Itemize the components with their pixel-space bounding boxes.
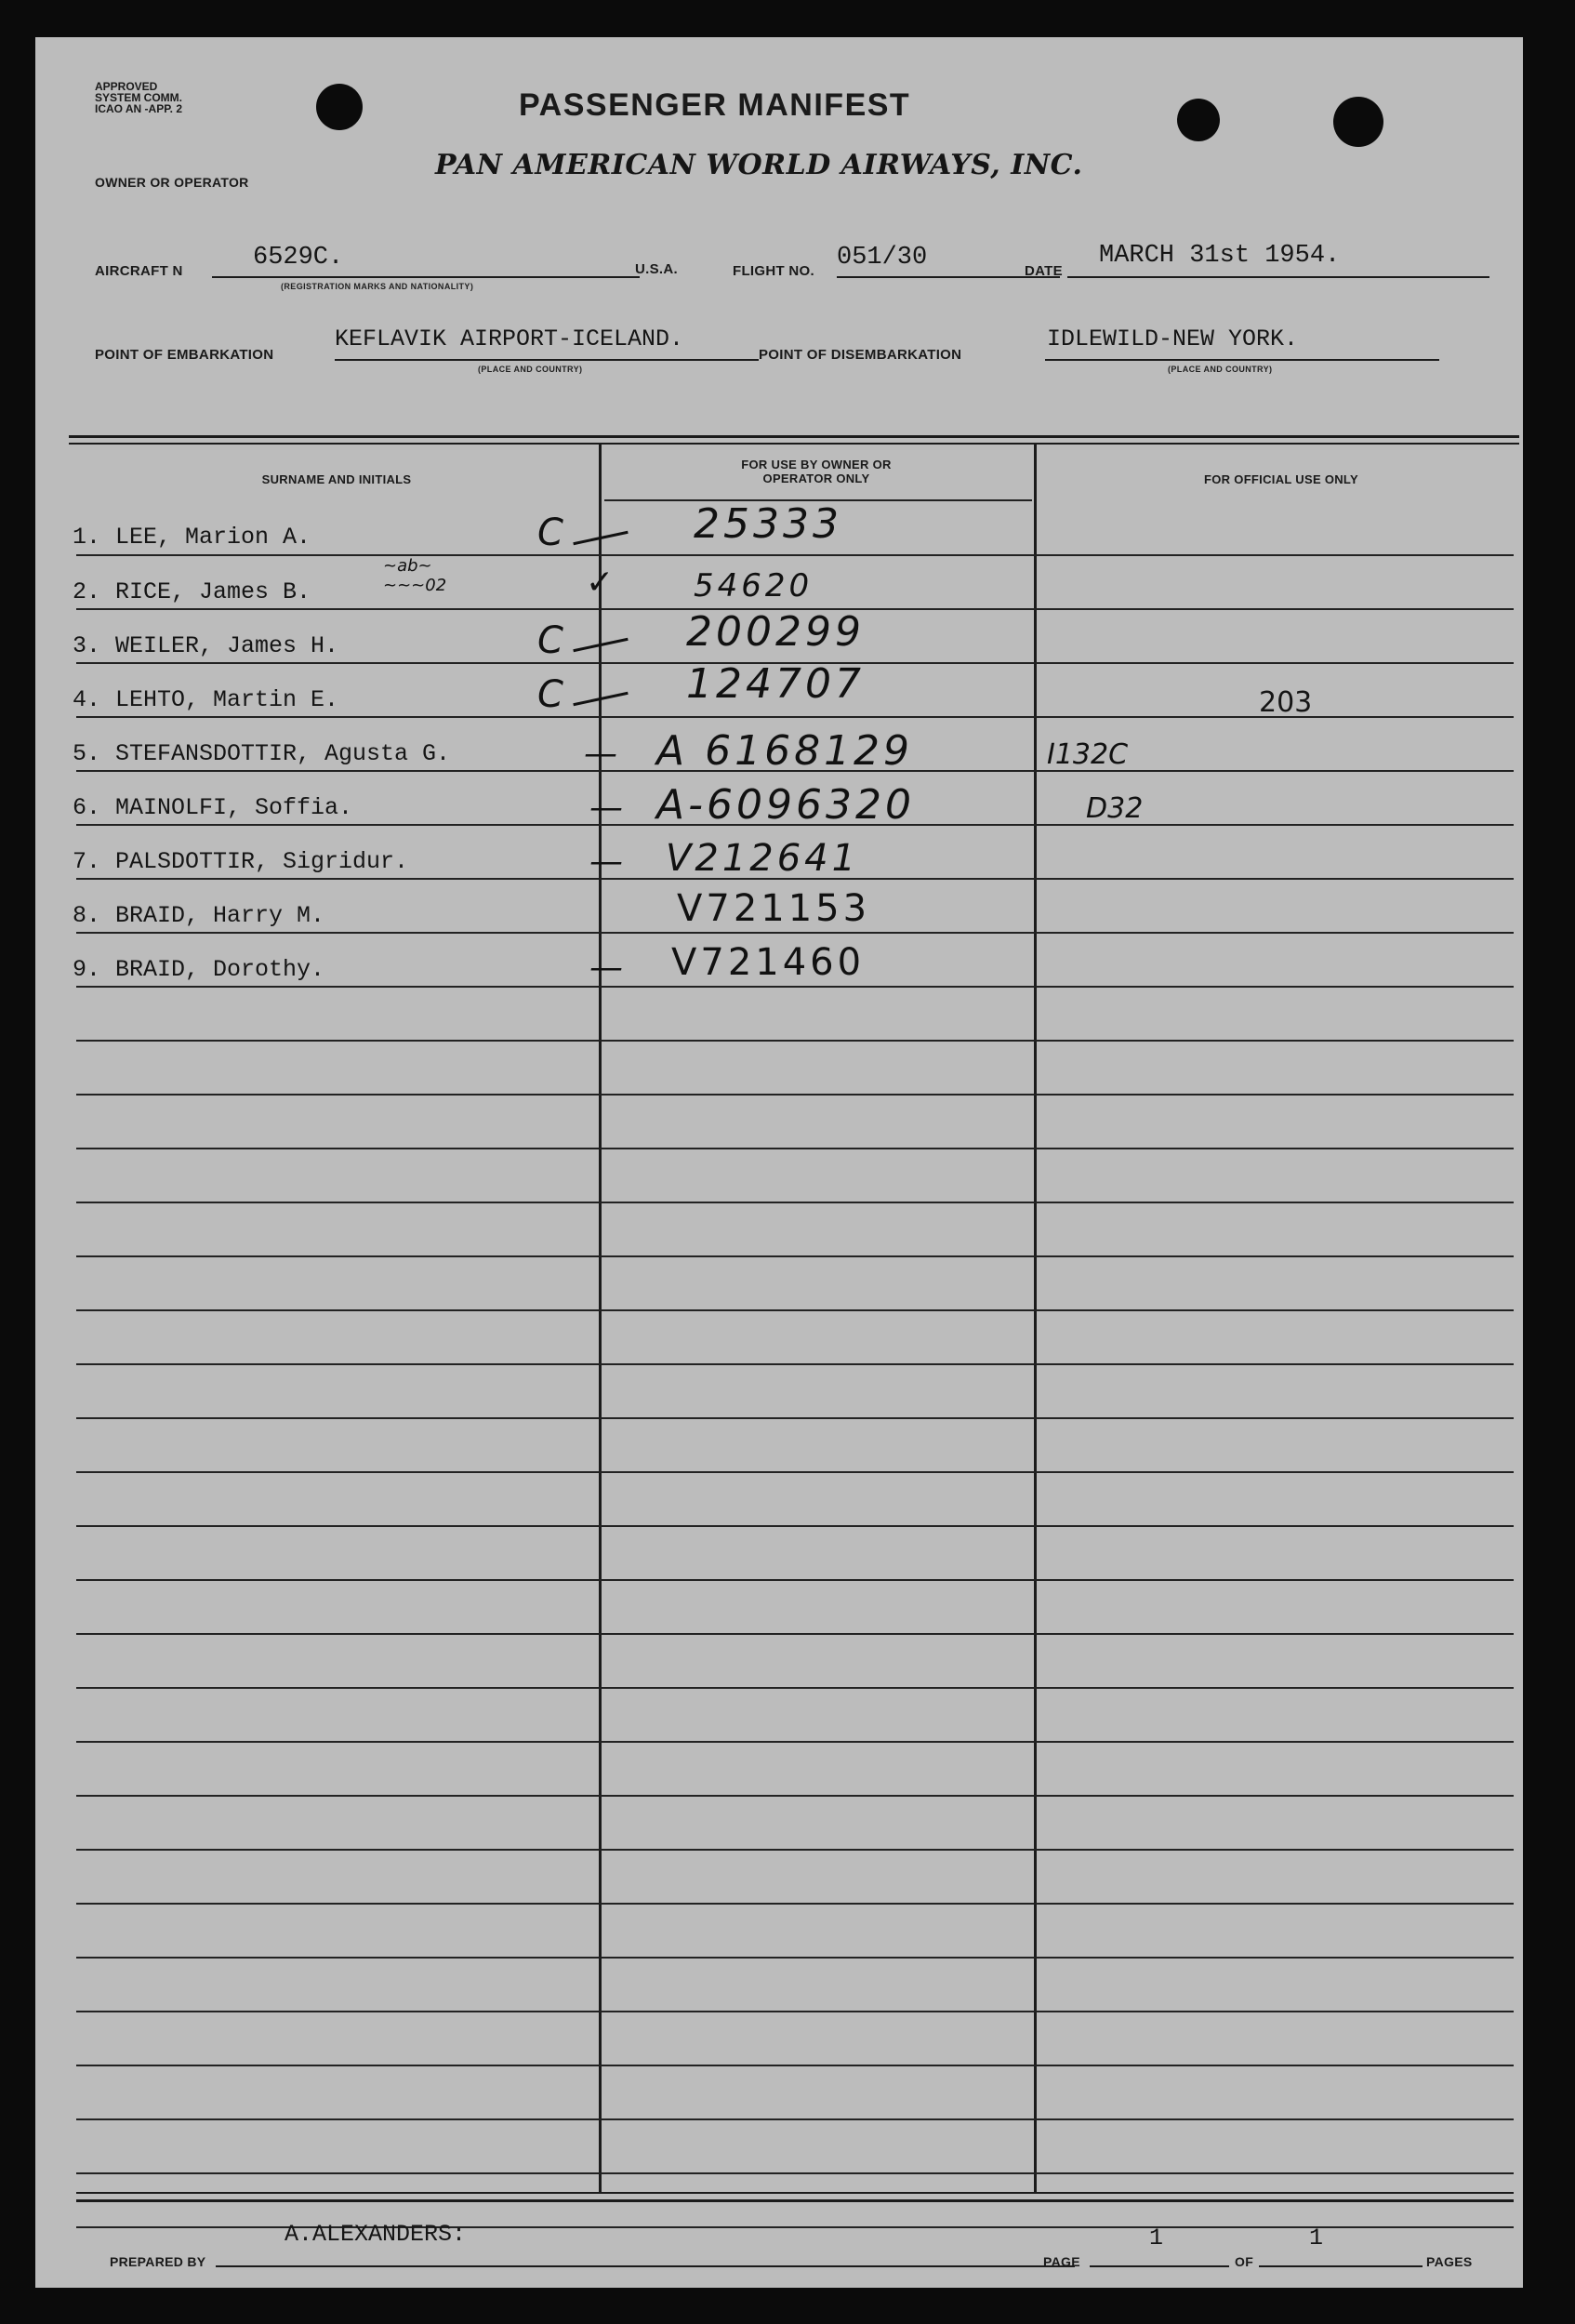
passenger-name: WEILER, James H. bbox=[115, 632, 339, 659]
ruled-line bbox=[76, 1471, 1514, 1473]
disembarkation-value: IDLEWILD-NEW YORK. bbox=[1047, 325, 1299, 352]
ruled-line bbox=[76, 932, 1514, 934]
passenger-name: STEFANSDOTTIR, Agusta G. bbox=[115, 740, 451, 767]
column-divider-1 bbox=[599, 445, 602, 2193]
airline-name: PAN AMERICAN WORLD AIRWAYS, INC. bbox=[435, 149, 1083, 181]
column-header-owner-use: FOR USE BY OWNER OR OPERATOR ONLY bbox=[741, 458, 892, 485]
ruled-line bbox=[76, 1148, 1514, 1149]
date-value: MARCH 31st 1954. bbox=[1099, 242, 1341, 270]
row-number: 6. bbox=[73, 794, 101, 821]
dash-mark: — bbox=[584, 735, 617, 773]
owner-number: V721153 bbox=[677, 887, 871, 930]
ruled-line bbox=[76, 1741, 1514, 1743]
passenger-name: BRAID, Dorothy. bbox=[115, 956, 325, 983]
pages-label: PAGES bbox=[1426, 2254, 1473, 2269]
embarkation-sub-label: (PLACE AND COUNTRY) bbox=[478, 365, 583, 374]
ruled-line bbox=[76, 986, 1514, 988]
disembarkation-label: POINT OF DISEMBARKATION bbox=[759, 347, 962, 363]
page-label: PAGE bbox=[1043, 2254, 1080, 2269]
ruled-line bbox=[76, 1525, 1514, 1527]
passenger-name: LEE, Marion A. bbox=[115, 524, 311, 551]
official-note: D32 bbox=[1086, 792, 1144, 825]
of-label: OF bbox=[1235, 2254, 1254, 2269]
approval-line-3: ICAO AN -APP. 2 bbox=[95, 102, 183, 115]
punch-hole-middle bbox=[1177, 99, 1220, 141]
ruled-line bbox=[76, 1255, 1514, 1257]
row-number: 1. bbox=[73, 524, 101, 551]
punch-hole-right bbox=[1333, 97, 1383, 147]
usa-label: U.S.A. bbox=[635, 261, 678, 277]
passenger-name: LEHTO, Martin E. bbox=[115, 686, 339, 713]
embarkation-value: KEFLAVIK AIRPORT-ICELAND. bbox=[335, 325, 684, 352]
aircraft-label: AIRCRAFT N bbox=[95, 263, 183, 279]
check-mark: C bbox=[537, 619, 563, 662]
approval-note bbox=[95, 81, 182, 114]
scribble-annotation: ~ab~ ~~~02 bbox=[383, 556, 447, 595]
owner-label: OWNER OR OPERATOR bbox=[95, 175, 249, 190]
check-mark: ✓ bbox=[586, 564, 615, 602]
official-note: 203 bbox=[1259, 686, 1313, 719]
row-number: 4. bbox=[73, 686, 101, 713]
ruled-line bbox=[76, 1687, 1514, 1689]
date-label: DATE bbox=[1025, 263, 1063, 279]
embarkation-label: POINT OF EMBARKATION bbox=[95, 347, 274, 363]
passenger-name: BRAID, Harry M. bbox=[115, 902, 325, 929]
ruled-line bbox=[76, 1202, 1514, 1203]
ruled-line bbox=[76, 1849, 1514, 1851]
owner-number: A 6168129 bbox=[656, 727, 914, 775]
passenger-name: MAINOLFI, Soffia. bbox=[115, 794, 353, 821]
passenger-name: RICE, James B. bbox=[115, 578, 311, 605]
row-number: 7. bbox=[73, 848, 101, 875]
ruled-line bbox=[76, 1417, 1514, 1419]
column-header-official-use: FOR OFFICIAL USE ONLY bbox=[1204, 472, 1358, 486]
ruled-line bbox=[76, 554, 1514, 556]
official-note: I132C bbox=[1047, 738, 1129, 771]
prepared-by-label: PREPARED BY bbox=[110, 2254, 206, 2269]
column-header-surname: SURNAME AND INITIALS bbox=[261, 472, 412, 486]
ruled-line bbox=[76, 1094, 1514, 1096]
page-number: 1 bbox=[1149, 2224, 1164, 2251]
aircraft-value: 6529C. bbox=[253, 244, 344, 272]
owner-number: V212641 bbox=[666, 837, 860, 880]
approval-line-1: APPROVED bbox=[95, 80, 158, 93]
ruled-line bbox=[76, 1040, 1514, 1042]
dash-mark: — bbox=[589, 789, 623, 827]
punch-hole-left bbox=[316, 84, 363, 130]
owner-number: A-6096320 bbox=[656, 781, 915, 829]
row-number: 8. bbox=[73, 902, 101, 929]
ruled-line bbox=[76, 2172, 1514, 2174]
ruled-line bbox=[76, 2011, 1514, 2012]
row-number: 3. bbox=[73, 632, 101, 659]
disembarkation-sub-label: (PLACE AND COUNTRY) bbox=[1168, 365, 1273, 374]
row-number: 2. bbox=[73, 578, 101, 605]
ruled-line bbox=[76, 1363, 1514, 1365]
page-title: PASSENGER MANIFEST bbox=[519, 87, 911, 123]
owner-number: 25333 bbox=[694, 500, 842, 548]
ruled-line bbox=[76, 2118, 1514, 2120]
ruled-line bbox=[76, 1633, 1514, 1635]
row-number: 5. bbox=[73, 740, 101, 767]
approval-line-2: SYSTEM COMM. bbox=[95, 91, 183, 104]
manifest-sheet bbox=[35, 37, 1523, 2288]
row-number: 9. bbox=[73, 956, 101, 983]
ruled-line bbox=[76, 1795, 1514, 1797]
ruled-line bbox=[76, 2065, 1514, 2066]
prepared-by-value: A.ALEXANDERS: bbox=[285, 2221, 467, 2248]
ruled-line bbox=[76, 1579, 1514, 1581]
ruled-line bbox=[76, 1957, 1514, 1959]
flight-label: FLIGHT NO. bbox=[733, 263, 814, 279]
check-mark: C bbox=[537, 673, 563, 716]
owner-number: 54620 bbox=[694, 567, 814, 604]
dash-mark: — bbox=[589, 949, 623, 987]
column-divider-2 bbox=[1034, 445, 1037, 2193]
dash-mark: — bbox=[589, 843, 623, 881]
owner-number: V721460 bbox=[671, 941, 866, 984]
aircraft-sub-label: (REGISTRATION MARKS AND NATIONALITY) bbox=[281, 282, 474, 291]
owner-number: 124707 bbox=[686, 660, 865, 708]
owner-number: 200299 bbox=[686, 608, 865, 656]
ruled-line bbox=[76, 1903, 1514, 1905]
passenger-name: PALSDOTTIR, Sigridur. bbox=[115, 848, 409, 875]
flight-value: 051/30 bbox=[837, 244, 928, 272]
ruled-line bbox=[76, 1309, 1514, 1311]
check-mark: C bbox=[537, 511, 563, 554]
total-pages: 1 bbox=[1309, 2224, 1324, 2251]
